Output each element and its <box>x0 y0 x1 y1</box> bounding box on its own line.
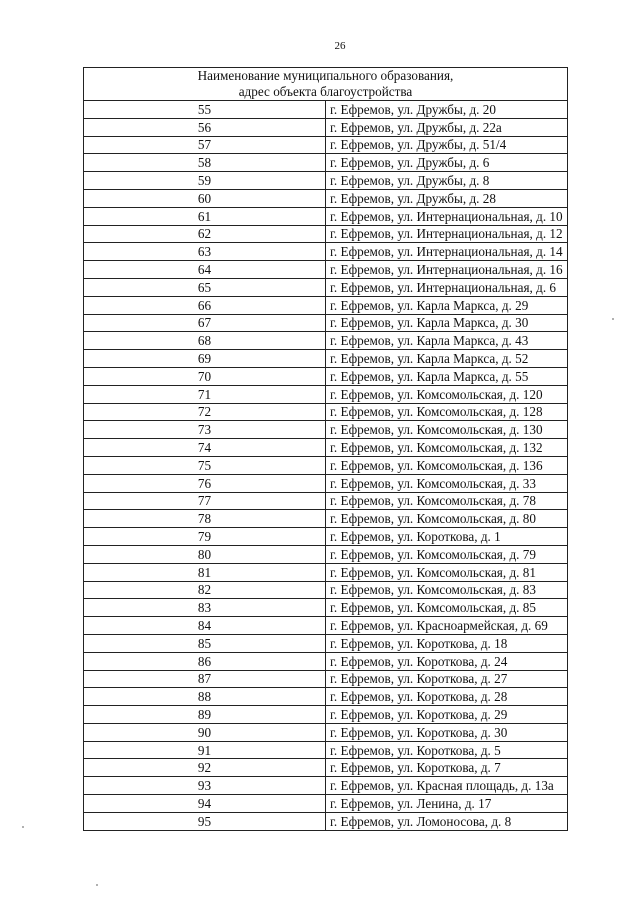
table-row <box>84 172 568 190</box>
row-address-cell: г. Ефремов, ул. Комсомольская, д. 80 <box>326 510 568 528</box>
table-header-line-1: Наименование муниципального образования, <box>197 68 454 83</box>
table-row <box>84 634 568 652</box>
row-address-cell: г. Ефремов, ул. Дружбы, д. 51/4 <box>326 136 568 154</box>
table-row <box>84 189 568 207</box>
page-number: 26 <box>334 40 346 52</box>
row-address-cell: г. Ефремов, ул. Красноармейская, д. 69 <box>326 617 568 635</box>
row-address-cell: г. Ефремов, ул. Дружбы, д. 6 <box>326 154 568 172</box>
row-number-cell: 86 <box>84 652 326 670</box>
table-row <box>84 617 568 635</box>
scan-speck <box>22 826 24 828</box>
row-number-cell: 55 <box>84 101 326 119</box>
table-header-line-2: адрес объекта благоустройства <box>238 84 413 99</box>
row-address-cell: г. Ефремов, ул. Комсомольская, д. 81 <box>326 563 568 581</box>
row-number-cell: 93 <box>84 777 326 795</box>
row-number-cell: 83 <box>84 599 326 617</box>
row-number-cell: 95 <box>84 812 326 830</box>
scan-speck <box>612 318 614 320</box>
row-number-cell: 74 <box>84 439 326 457</box>
table-row <box>84 439 568 457</box>
table-row <box>84 652 568 670</box>
row-number-cell: 78 <box>84 510 326 528</box>
row-number-cell: 91 <box>84 741 326 759</box>
table-row <box>84 670 568 688</box>
table-row <box>84 777 568 795</box>
row-address-cell: г. Ефремов, ул. Ленина, д. 17 <box>326 795 568 813</box>
row-number-cell: 84 <box>84 617 326 635</box>
row-address-cell: г. Ефремов, ул. Красная площадь, д. 13а <box>326 777 568 795</box>
row-address-cell: г. Ефремов, ул. Комсомольская, д. 85 <box>326 599 568 617</box>
row-number-cell: 79 <box>84 528 326 546</box>
row-address-cell: г. Ефремов, ул. Комсомольская, д. 120 <box>326 385 568 403</box>
row-number-cell: 69 <box>84 350 326 368</box>
row-address-cell: г. Ефремов, ул. Короткова, д. 18 <box>326 634 568 652</box>
row-number-cell: 59 <box>84 172 326 190</box>
table-row <box>84 528 568 546</box>
row-number-cell: 77 <box>84 492 326 510</box>
row-number-cell: 64 <box>84 261 326 279</box>
row-address-cell: г. Ефремов, ул. Дружбы, д. 28 <box>326 189 568 207</box>
table-row <box>84 510 568 528</box>
row-address-cell: г. Ефремов, ул. Карла Маркса, д. 30 <box>326 314 568 332</box>
row-number-cell: 60 <box>84 189 326 207</box>
table-row <box>84 456 568 474</box>
row-address-cell: г. Ефремов, ул. Ломоносова, д. 8 <box>326 812 568 830</box>
table-row <box>84 296 568 314</box>
table-row <box>84 207 568 225</box>
row-number-cell: 89 <box>84 706 326 724</box>
row-address-cell: г. Ефремов, ул. Интернациональная, д. 14 <box>326 243 568 261</box>
row-number-cell: 71 <box>84 385 326 403</box>
table-row <box>84 812 568 830</box>
row-number-cell: 76 <box>84 474 326 492</box>
row-address-cell: г. Ефремов, ул. Комсомольская, д. 136 <box>326 456 568 474</box>
row-number-cell: 72 <box>84 403 326 421</box>
row-address-cell: г. Ефремов, ул. Дружбы, д. 22а <box>326 118 568 136</box>
row-number-cell: 73 <box>84 421 326 439</box>
row-number-cell: 61 <box>84 207 326 225</box>
row-address-cell: г. Ефремов, ул. Интернациональная, д. 12 <box>326 225 568 243</box>
row-number-cell: 87 <box>84 670 326 688</box>
row-number-cell: 94 <box>84 795 326 813</box>
row-number-cell: 75 <box>84 456 326 474</box>
table-row <box>84 563 568 581</box>
row-number-cell: 66 <box>84 296 326 314</box>
table-row <box>84 581 568 599</box>
row-address-cell: г. Ефремов, ул. Короткова, д. 29 <box>326 706 568 724</box>
table-row <box>84 314 568 332</box>
row-address-cell: г. Ефремов, ул. Карла Маркса, д. 55 <box>326 367 568 385</box>
row-number-cell: 68 <box>84 332 326 350</box>
table-row <box>84 261 568 279</box>
table-body <box>84 68 568 831</box>
row-address-cell: г. Ефремов, ул. Комсомольская, д. 79 <box>326 545 568 563</box>
row-address-cell: г. Ефремов, ул. Короткова, д. 5 <box>326 741 568 759</box>
table-row <box>84 385 568 403</box>
row-address-cell: г. Ефремов, ул. Комсомольская, д. 128 <box>326 403 568 421</box>
table-row <box>84 688 568 706</box>
row-number-cell: 81 <box>84 563 326 581</box>
table-row <box>84 154 568 172</box>
row-number-cell: 92 <box>84 759 326 777</box>
row-address-cell: г. Ефремов, ул. Комсомольская, д. 83 <box>326 581 568 599</box>
table-row <box>84 278 568 296</box>
table-row <box>84 706 568 724</box>
row-address-cell: г. Ефремов, ул. Короткова, д. 7 <box>326 759 568 777</box>
row-address-cell: г. Ефремов, ул. Карла Маркса, д. 52 <box>326 350 568 368</box>
table-row <box>84 741 568 759</box>
table-row <box>84 492 568 510</box>
table-row <box>84 474 568 492</box>
table-row <box>84 118 568 136</box>
table-row <box>84 403 568 421</box>
row-number-cell: 58 <box>84 154 326 172</box>
row-number-cell: 56 <box>84 118 326 136</box>
row-number-cell: 90 <box>84 723 326 741</box>
row-number-cell: 67 <box>84 314 326 332</box>
row-number-cell: 63 <box>84 243 326 261</box>
row-address-cell: г. Ефремов, ул. Короткова, д. 28 <box>326 688 568 706</box>
table-row <box>84 136 568 154</box>
table-row <box>84 421 568 439</box>
row-number-cell: 62 <box>84 225 326 243</box>
row-address-cell: г. Ефремов, ул. Короткова, д. 30 <box>326 723 568 741</box>
row-number-cell: 80 <box>84 545 326 563</box>
row-address-cell: г. Ефремов, ул. Короткова, д. 1 <box>326 528 568 546</box>
row-address-cell: г. Ефремов, ул. Интернациональная, д. 10 <box>326 207 568 225</box>
row-address-cell: г. Ефремов, ул. Интернациональная, д. 16 <box>326 261 568 279</box>
scan-speck <box>96 884 98 886</box>
table-row <box>84 367 568 385</box>
row-address-cell: г. Ефремов, ул. Короткова, д. 27 <box>326 670 568 688</box>
address-table <box>83 67 568 831</box>
row-number-cell: 65 <box>84 278 326 296</box>
row-address-cell: г. Ефремов, ул. Комсомольская, д. 132 <box>326 439 568 457</box>
row-number-cell: 82 <box>84 581 326 599</box>
row-number-cell: 70 <box>84 367 326 385</box>
row-address-cell: г. Ефремов, ул. Комсомольская, д. 130 <box>326 421 568 439</box>
table-row <box>84 599 568 617</box>
row-number-cell: 57 <box>84 136 326 154</box>
table-row <box>84 225 568 243</box>
row-address-cell: г. Ефремов, ул. Карла Маркса, д. 29 <box>326 296 568 314</box>
row-address-cell: г. Ефремов, ул. Комсомольская, д. 33 <box>326 474 568 492</box>
table-row <box>84 759 568 777</box>
table-row <box>84 243 568 261</box>
table-row <box>84 545 568 563</box>
table-row <box>84 101 568 119</box>
row-address-cell: г. Ефремов, ул. Интернациональная, д. 6 <box>326 278 568 296</box>
table-header-cell <box>84 68 568 101</box>
row-address-cell: г. Ефремов, ул. Короткова, д. 24 <box>326 652 568 670</box>
table-row <box>84 332 568 350</box>
table-row <box>84 795 568 813</box>
row-number-cell: 85 <box>84 634 326 652</box>
row-number-cell: 88 <box>84 688 326 706</box>
row-address-cell: г. Ефремов, ул. Дружбы, д. 8 <box>326 172 568 190</box>
table-header-row <box>84 68 568 101</box>
table-row <box>84 350 568 368</box>
row-address-cell: г. Ефремов, ул. Комсомольская, д. 78 <box>326 492 568 510</box>
row-address-cell: г. Ефремов, ул. Карла Маркса, д. 43 <box>326 332 568 350</box>
row-address-cell: г. Ефремов, ул. Дружбы, д. 20 <box>326 101 568 119</box>
table-row <box>84 723 568 741</box>
